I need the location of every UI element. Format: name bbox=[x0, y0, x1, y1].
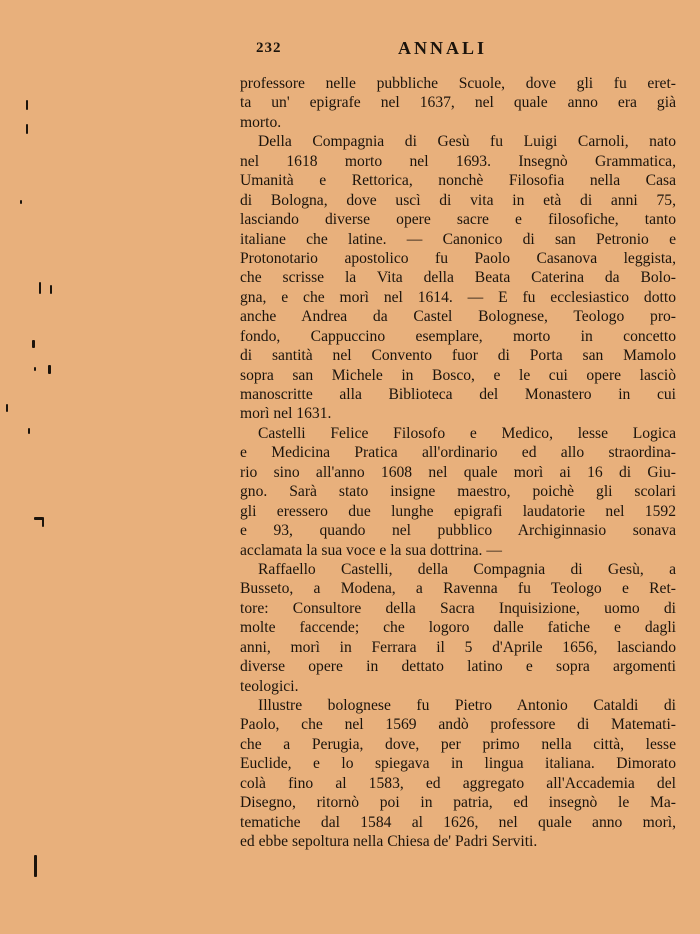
text-line: di Bologna, dove uscì di vita in età di anni 75, bbox=[240, 191, 676, 209]
text-line: tematiche dal 1584 al 1626, nel quale anno morì, bbox=[240, 813, 676, 831]
scan-mark bbox=[26, 100, 28, 110]
text-line: tore: Consultore della Sacra Inquisizione, uomo di bbox=[240, 599, 676, 617]
text-line: lasciando diverse opere sacre e filosofiche, tanto bbox=[240, 211, 676, 229]
text-line: acclamata la sua voce e la sua dottrina. — bbox=[240, 541, 502, 559]
scan-mark bbox=[48, 365, 51, 374]
text-line: che scrisse la Vita della Beata Caterina da Bolo- bbox=[240, 269, 676, 287]
text-line: Raffaello Castelli, della Compagnia di Gesù, a bbox=[258, 560, 676, 578]
text-line: Protonotario apostolico fu Paolo Casanova leggista, bbox=[240, 249, 676, 267]
scan-mark bbox=[6, 404, 8, 412]
text-line: Euclide, e lo spiegava in lingua italiana. Dimorato bbox=[240, 755, 676, 773]
text-line: Disegno, ritornò poi in patria, ed insegnò le Ma- bbox=[240, 794, 676, 812]
text-line: morì nel 1631. bbox=[240, 405, 332, 423]
text-line: nel 1618 morto nel 1693. Insegnò Grammatica, bbox=[240, 152, 676, 170]
text-line: ta un' epigrafe nel 1637, nel quale anno era già bbox=[240, 94, 676, 112]
text-line: ed ebbe sepoltura nella Chiesa de' Padri Serviti. bbox=[240, 833, 538, 851]
text-line: fondo, Cappuccino esemplare, morto in concetto bbox=[240, 327, 676, 345]
text-line: italiane che latine. — Canonico di san Petronio e bbox=[240, 230, 676, 248]
text-line: colà fino al 1583, ed aggregato all'Accademia del bbox=[240, 774, 676, 792]
text-line: Della Compagnia di Gesù fu Luigi Carnoli, nato bbox=[258, 133, 676, 151]
text-line: morto. bbox=[240, 113, 282, 131]
text-line: anni, morì in Ferrara il 5 d'Aprile 1656, lasciando bbox=[240, 638, 676, 656]
scan-mark bbox=[34, 367, 36, 371]
scan-mark bbox=[34, 855, 37, 877]
scan-mark bbox=[26, 124, 28, 134]
page-header bbox=[0, 38, 700, 62]
text-line: sopra san Michele in Bosco, e le cui opere lasciò bbox=[240, 366, 676, 384]
text-line: Busseto, a Modena, a Ravenna fu Teologo e Ret- bbox=[240, 580, 676, 598]
text-line: gna, e che morì nel 1614. — E fu ecclesiastico dotto bbox=[240, 288, 676, 306]
scan-mark bbox=[20, 200, 22, 204]
page-number: 232 bbox=[256, 40, 282, 56]
scan-mark bbox=[28, 428, 30, 434]
scan-mark bbox=[39, 282, 41, 294]
running-title: ANNALI bbox=[398, 38, 488, 58]
text-line: Castelli Felice Filosofo e Medico, lesse Logica bbox=[258, 424, 676, 442]
text-line: che a Perugia, dove, per primo nella città, lesse bbox=[240, 735, 676, 753]
text-line: manoscritte alla Biblioteca del Monastero in cui bbox=[240, 386, 676, 403]
scan-mark bbox=[32, 340, 35, 348]
text-body bbox=[240, 74, 676, 852]
text-line: gli eressero due lunghe epigrafi laudatorie nel 1592 bbox=[240, 502, 676, 520]
text-line: Paolo, che nel 1569 andò professore di Matemati- bbox=[240, 716, 676, 734]
text-line: anche Andrea da Castel Bolognese, Teologo pro- bbox=[240, 308, 676, 326]
scan-mark bbox=[42, 517, 44, 527]
text-line: e 93, quando nel pubblico Archiginnasio sonava bbox=[240, 522, 676, 540]
text-line: molte faccende; che logoro dalle fatiche e dagli bbox=[240, 619, 676, 637]
text-line: rio sino all'anno 1608 nel quale morì ai 16 di Giu- bbox=[240, 463, 676, 481]
text-line: diverse opere in dettato latino e sopra argomenti bbox=[240, 658, 676, 676]
text-line: gno. Sarà stato insigne maestro, poichè gli scolari bbox=[240, 483, 676, 501]
text-line: professore nelle pubbliche Scuole, dove gli fu eret- bbox=[240, 75, 676, 92]
text-line: e Medicina Pratica all'ordinario ed allo straordina- bbox=[240, 444, 676, 462]
text-line: di santità nel Convento fuor di Porta san Mamolo bbox=[240, 347, 676, 365]
text-line: teologici. bbox=[240, 677, 299, 695]
text-line: Umanità e Rettorica, nonchè Filosofia nella Casa bbox=[240, 172, 676, 190]
scan-mark bbox=[50, 285, 52, 294]
text-line: Illustre bolognese fu Pietro Antonio Cataldi di bbox=[258, 697, 676, 714]
